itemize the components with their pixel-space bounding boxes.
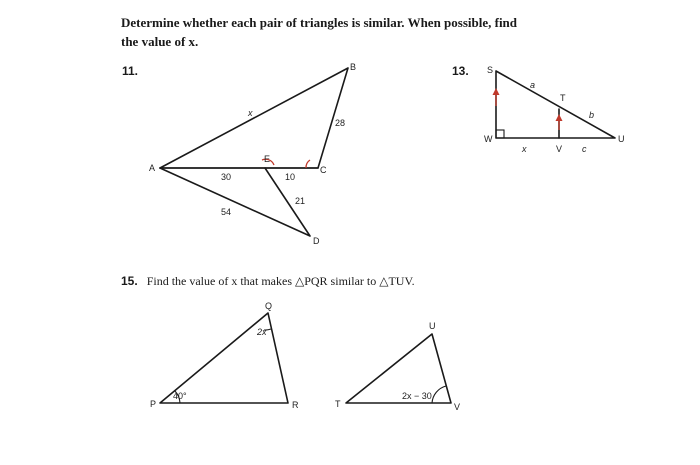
angle-mark-c [306, 160, 310, 168]
vertex-v15: V [454, 402, 461, 412]
problem-15-number: 15. [121, 274, 138, 288]
label-21: 21 [295, 196, 306, 206]
vertex-c: C [320, 165, 327, 175]
instructions-line-2: the value of x. [121, 34, 199, 49]
label-10: 10 [285, 172, 296, 182]
angle-v-label: 2x − 30 [402, 391, 432, 401]
right-angle-mark [496, 130, 504, 138]
vertex-u15: U [429, 321, 436, 331]
parallel-arrowhead-sw [493, 88, 500, 95]
problem-15-text: Find the value of x that makes △PQR similar to △TUV. [146, 274, 415, 288]
label-x: x [248, 108, 253, 118]
angle-q-label: 2x [257, 327, 267, 337]
vertex-q: Q [265, 301, 273, 311]
vertex-v: V [556, 144, 563, 154]
vertex-t15: T [335, 399, 341, 409]
instructions-line-1: Determine whether each pair of triangles is similar. When possible, find [121, 15, 518, 30]
vertex-d: D [313, 236, 320, 246]
triangle-tuv [346, 334, 451, 403]
triangle-pqr [160, 313, 288, 403]
problem-11-number: 11. [122, 64, 139, 78]
label-x13: x [522, 144, 527, 154]
angle-mark-v [432, 386, 446, 403]
problem-13-number: 13. [452, 64, 469, 78]
vertex-p: P [150, 399, 157, 409]
vertex-s: S [487, 65, 494, 75]
vertex-t: T [560, 93, 566, 103]
triangle-swu [496, 71, 615, 138]
vertex-a: A [149, 163, 156, 173]
triangle-abc [160, 68, 348, 168]
vertex-w: W [484, 134, 493, 144]
problem-13-figure [484, 65, 625, 154]
label-c: c [582, 144, 587, 154]
label-a: a [530, 80, 536, 90]
vertex-b: B [350, 62, 357, 72]
problem-15-figure [150, 301, 460, 412]
vertex-e: E [264, 154, 271, 164]
label-30: 30 [221, 172, 232, 182]
label-b: b [589, 110, 595, 120]
problem-11-figure [149, 62, 356, 246]
vertex-u: U [618, 134, 625, 144]
parallel-arrowhead-tv [556, 114, 563, 121]
vertex-r: R [292, 400, 299, 410]
label-54: 54 [221, 207, 232, 217]
label-28: 28 [335, 118, 346, 128]
angle-p-label: 40° [173, 391, 187, 401]
